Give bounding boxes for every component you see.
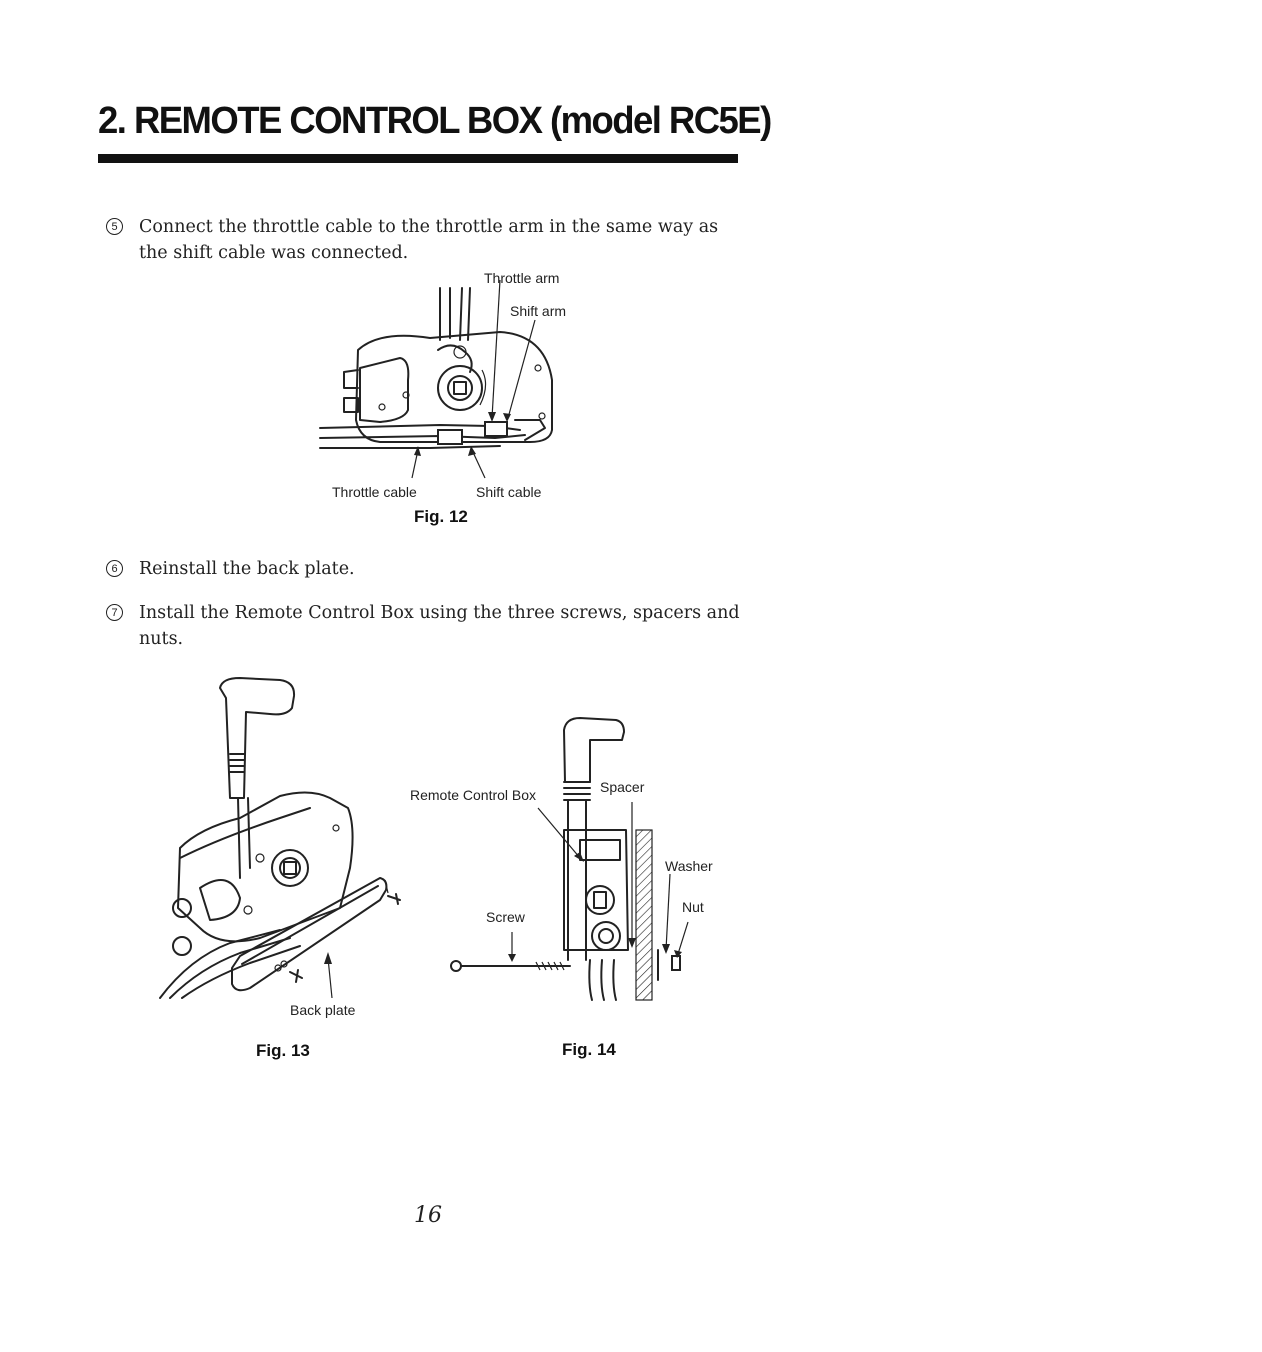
shift-arm-label: Shift arm [510,303,567,319]
heading-underline [98,154,738,163]
fig-14-caption: Fig. 14 [562,1040,616,1059]
throttle-arm-label: Throttle arm [484,270,560,286]
nut-label: Nut [682,899,704,915]
step-text: Reinstall the back plate. [139,559,355,579]
back-plate-label: Back plate [290,1002,356,1018]
step-text: Connect the throttle cable to the throttle arm in the same way as the shift cable was connected. [139,217,719,263]
section-heading: 2. REMOTE CONTROL BOX (model RC5E) [98,100,771,142]
screw-label: Screw [486,909,525,925]
remote-control-box-label: Remote Control Box [410,787,537,803]
step-number: 6 [106,560,123,577]
throttle-cable-label: Throttle cable [332,484,417,500]
step-number: 7 [106,604,123,621]
spacer-label: Spacer [600,779,645,795]
fig-14-illustration [440,710,700,1010]
page-number: 16 [414,1203,442,1228]
fig-13-illustration [160,668,420,1008]
shift-cable-label: Shift cable [476,484,542,500]
step-number: 5 [106,218,123,235]
step-text: Install the Remote Control Box using the three screws, spacers and nuts. [139,603,740,649]
fig-12-caption: Fig. 12 [414,507,468,526]
fig-13-caption: Fig. 13 [256,1041,310,1060]
washer-label: Washer [665,858,713,874]
